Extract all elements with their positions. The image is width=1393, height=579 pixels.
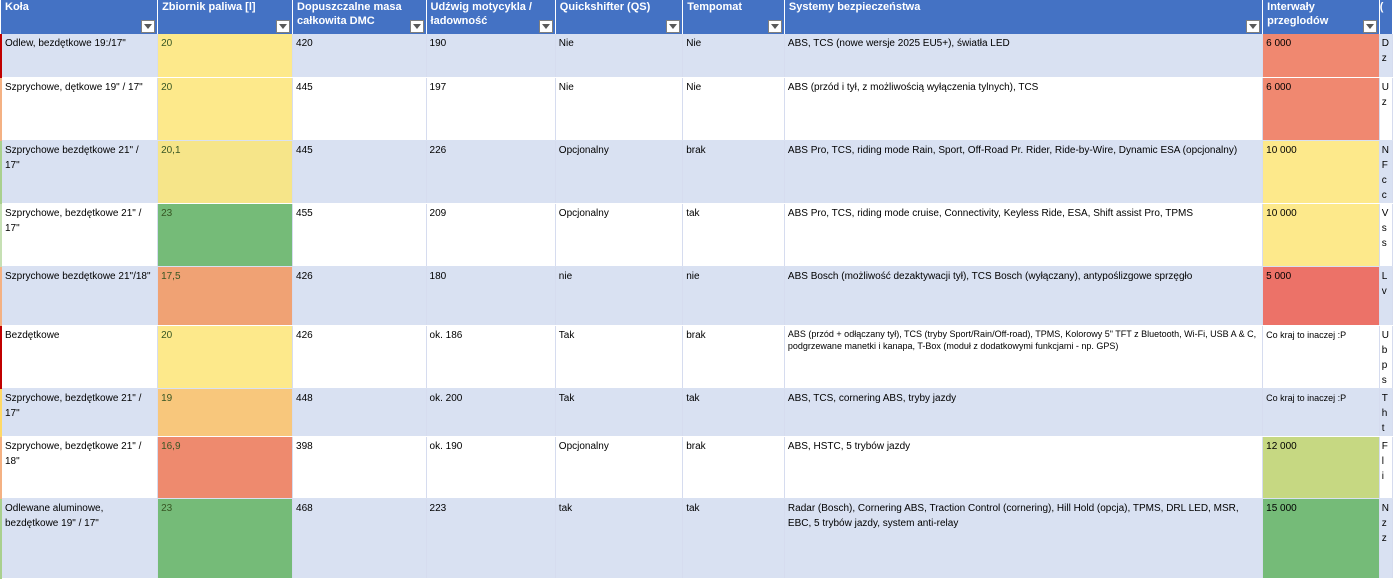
cell-fuel[interactable]: 20,1 <box>158 140 293 203</box>
cell-udzwig[interactable]: 226 <box>426 140 555 203</box>
cell-quickshifter[interactable]: Nie <box>555 34 682 77</box>
header-quickshifter <box>555 0 682 34</box>
cell-extra[interactable]: V s s <box>1379 203 1392 266</box>
header-label: Interwały przeglodów <box>1267 1 1329 27</box>
cell-quickshifter[interactable]: Opcjonalny <box>555 436 682 498</box>
chevron-down-icon <box>542 24 550 29</box>
cell-interwal[interactable]: 10 000 <box>1263 203 1380 266</box>
cell-dmc[interactable]: 445 <box>293 140 426 203</box>
table-row[interactable] <box>1 436 1393 498</box>
cell-kola[interactable]: Odlew, bezdętkowe 19:/17" <box>1 34 158 77</box>
cell-extra[interactable]: N z z <box>1379 498 1392 578</box>
cell-udzwig[interactable]: ok. 200 <box>426 388 555 436</box>
filter-dropdown-button[interactable] <box>768 20 782 33</box>
cell-systemy[interactable]: ABS Pro, TCS, riding mode Rain, Sport, Off-Road Pr. Rider, Ride-by-Wire, Dynamic ESA (opcjonalny) <box>784 140 1262 203</box>
cell-fuel[interactable]: 23 <box>158 498 293 578</box>
cell-dmc[interactable]: 426 <box>293 266 426 325</box>
filter-dropdown-button[interactable] <box>539 20 553 33</box>
header-label: Systemy bezpieczeństwa <box>788 1 921 13</box>
table-row[interactable] <box>1 140 1393 203</box>
cell-tempomat[interactable]: brak <box>683 325 785 388</box>
cell-dmc[interactable]: 420 <box>293 34 426 77</box>
cell-quickshifter[interactable]: Tak <box>555 388 682 436</box>
filter-dropdown-button[interactable] <box>1246 20 1260 33</box>
cell-kola[interactable]: Szprychowe, bezdętkowe 21" / 17" <box>1 388 158 436</box>
cell-quickshifter[interactable]: Nie <box>555 77 682 140</box>
cell-kola[interactable]: Szprychowe, dętkowe 19" / 17" <box>1 77 158 140</box>
table-row[interactable] <box>1 77 1393 140</box>
header-label: Quickshifter (QS) <box>559 1 651 13</box>
header-kola <box>1 0 158 34</box>
cell-extra[interactable]: T h t <box>1379 388 1392 436</box>
chevron-down-icon <box>771 24 779 29</box>
table-row[interactable] <box>1 325 1393 388</box>
header-tempomat <box>683 0 785 34</box>
cell-tempomat[interactable]: brak <box>683 140 785 203</box>
cell-kola[interactable]: Bezdętkowe <box>1 325 158 388</box>
cell-extra[interactable]: U b p s <box>1379 325 1392 388</box>
cell-udzwig[interactable]: ok. 186 <box>426 325 555 388</box>
table-row[interactable] <box>1 34 1393 77</box>
cell-dmc[interactable]: 445 <box>293 77 426 140</box>
cell-dmc[interactable]: 468 <box>293 498 426 578</box>
header-label: Tempomat <box>687 1 743 13</box>
cell-interwal[interactable]: Co kraj to inaczej :P <box>1263 325 1380 388</box>
header-label: ( <box>1379 1 1384 13</box>
table-row[interactable] <box>1 203 1393 266</box>
header-label: Zbiornik paliwa [l] <box>162 1 256 13</box>
cell-interwal[interactable]: Co kraj to inaczej :P <box>1263 388 1380 436</box>
header-udzwig <box>426 0 555 34</box>
cell-kola[interactable]: Szprychowe, bezdętkowe 21" / 18" <box>1 436 158 498</box>
cell-quickshifter[interactable]: Opcjonalny <box>555 203 682 266</box>
filter-dropdown-button[interactable] <box>666 20 680 33</box>
header-dmc <box>293 0 426 34</box>
cell-kola[interactable]: Szprychowe, bezdętkowe 21" / 17" <box>1 203 158 266</box>
cell-tempomat[interactable]: tak <box>683 203 785 266</box>
cell-fuel[interactable]: 23 <box>158 203 293 266</box>
cell-extra[interactable]: F l i <box>1379 436 1392 498</box>
cell-interwal[interactable]: 15 000 <box>1263 498 1380 578</box>
filter-dropdown-button[interactable] <box>410 20 424 33</box>
cell-dmc[interactable]: 398 <box>293 436 426 498</box>
cell-kola[interactable]: Szprychowe bezdętkowe 21" / 17" <box>1 140 158 203</box>
cell-interwal[interactable]: 12 000 <box>1263 436 1380 498</box>
table-row[interactable] <box>1 266 1393 325</box>
header-systemy <box>784 0 1262 34</box>
cell-interwal[interactable]: 6 000 <box>1263 34 1380 77</box>
cell-udzwig[interactable]: 223 <box>426 498 555 578</box>
cell-systemy[interactable]: ABS (przód + odłączany tył), TCS (tryby Sport/Rain/Off-road), TPMS, Kolorowy 5" TFT z Bluetooth, Wi-Fi, USB A & C, podgrzewane manetki i kanapa, T-Box (moduł z dodatkowymi funkcjami - np. GPS) <box>784 325 1262 388</box>
table-body <box>1 34 1393 578</box>
table-row[interactable] <box>1 498 1393 578</box>
cell-udzwig[interactable]: 190 <box>426 34 555 77</box>
cell-fuel[interactable]: 17,5 <box>158 266 293 325</box>
cell-tempomat[interactable]: Nie <box>683 34 785 77</box>
cell-quickshifter[interactable]: Tak <box>555 325 682 388</box>
header-interwaly <box>1263 0 1380 34</box>
cell-dmc[interactable]: 448 <box>293 388 426 436</box>
cell-kola[interactable]: Odlewane aluminowe, bezdętkowe 19" / 17" <box>1 498 158 578</box>
cell-extra[interactable]: U z <box>1379 77 1392 140</box>
table-row[interactable] <box>1 388 1393 436</box>
cell-tempomat[interactable]: tak <box>683 498 785 578</box>
cell-dmc[interactable]: 426 <box>293 325 426 388</box>
cell-tempomat[interactable]: Nie <box>683 77 785 140</box>
cell-quickshifter[interactable]: Opcjonalny <box>555 140 682 203</box>
cell-fuel[interactable]: 20 <box>158 325 293 388</box>
cell-interwal[interactable]: 10 000 <box>1263 140 1380 203</box>
cell-extra[interactable]: D z <box>1379 34 1392 77</box>
cell-fuel[interactable]: 20 <box>158 77 293 140</box>
cell-tempomat[interactable]: brak <box>683 436 785 498</box>
cell-udzwig[interactable]: 197 <box>426 77 555 140</box>
chevron-down-icon <box>1366 24 1374 29</box>
header-extra <box>1379 0 1392 34</box>
cell-quickshifter[interactable]: nie <box>555 266 682 325</box>
chevron-down-icon <box>279 24 287 29</box>
header-label: Udźwig motycykla / ładowność <box>430 1 532 27</box>
cell-fuel[interactable]: 20 <box>158 34 293 77</box>
chevron-down-icon <box>1249 24 1257 29</box>
cell-systemy[interactable]: ABS, HSTC, 5 trybów jazdy <box>784 436 1262 498</box>
cell-udzwig[interactable]: 180 <box>426 266 555 325</box>
chevron-down-icon <box>144 24 152 29</box>
cell-fuel[interactable]: 19 <box>158 388 293 436</box>
header-label: Koła <box>5 1 29 13</box>
cell-udzwig[interactable]: ok. 190 <box>426 436 555 498</box>
cell-systemy[interactable]: ABS Pro, TCS, riding mode cruise, Connectivity, Keyless Ride, ESA, Shift assist Pro, TPMS <box>784 203 1262 266</box>
cell-systemy[interactable]: ABS Bosch (możliwość dezaktywacji tył), TCS Bosch (wyłączany), antypoślizgowe sprzęgło <box>784 266 1262 325</box>
header-zbiornik <box>158 0 293 34</box>
cell-interwal[interactable]: 6 000 <box>1263 77 1380 140</box>
cell-fuel[interactable]: 16,9 <box>158 436 293 498</box>
cell-dmc[interactable]: 455 <box>293 203 426 266</box>
cell-tempomat[interactable]: nie <box>683 266 785 325</box>
filter-dropdown-button[interactable] <box>1363 20 1377 33</box>
cell-tempomat[interactable]: tak <box>683 388 785 436</box>
cell-interwal[interactable]: 5 000 <box>1263 266 1380 325</box>
header-label: Dopuszczalne masa całkowita DMC <box>297 1 402 27</box>
cell-systemy[interactable]: Radar (Bosch), Cornering ABS, Traction Control (cornering), Hill Hold (opcja), TPMS, DRL LED, MSR, EBC, 5 trybów jazdy, system anti-relay <box>784 498 1262 578</box>
cell-systemy[interactable]: ABS, TCS, cornering ABS, tryby jazdy <box>784 388 1262 436</box>
chevron-down-icon <box>413 24 421 29</box>
filter-dropdown-button[interactable] <box>141 20 155 33</box>
cell-systemy[interactable]: ABS, TCS (nowe wersje 2025 EU5+), światła LED <box>784 34 1262 77</box>
filter-dropdown-button[interactable] <box>276 20 290 33</box>
cell-udzwig[interactable]: 209 <box>426 203 555 266</box>
cell-quickshifter[interactable]: tak <box>555 498 682 578</box>
chevron-down-icon <box>669 24 677 29</box>
cell-kola[interactable]: Szprychowe bezdętkowe 21"/18" <box>1 266 158 325</box>
cell-extra[interactable]: N F c c <box>1379 140 1392 203</box>
cell-extra[interactable]: L v <box>1379 266 1392 325</box>
header-row <box>1 0 1393 34</box>
cell-systemy[interactable]: ABS (przód i tył, z możliwością wyłączenia tylnych), TCS <box>784 77 1262 140</box>
